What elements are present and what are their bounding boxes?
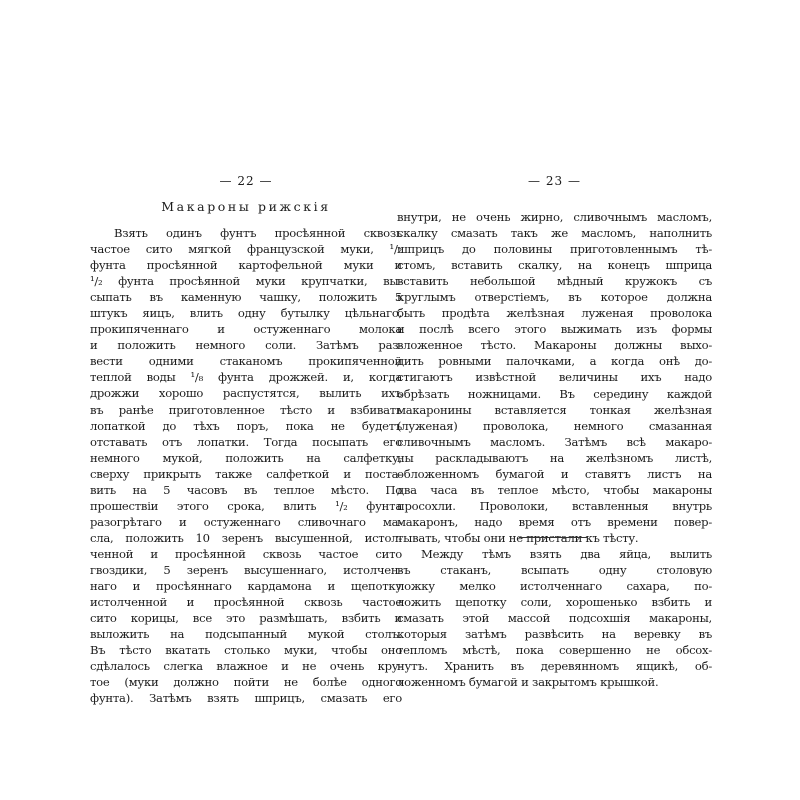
text-line: теплой воды ¹/₈ фунта дрожжей. и, когда (90, 370, 402, 385)
text-line: немного мукой, положить на салфетку, (90, 450, 402, 465)
text-line: (луженая) проволока, немного смазанная (397, 418, 712, 433)
text-line: сверху прикрыть также салфеткой и поста- (90, 466, 402, 481)
text-line: сдѣлалось слегка влажное и не очень кру- (90, 659, 402, 674)
text-line: вложенное тѣсто. Макароны должны выхо- (397, 338, 712, 353)
text-line: дрожжи хорошо распустятся, вылить ихъ (90, 386, 402, 401)
text-line: обрѣзать ножницами. Въ середину каждой (397, 386, 712, 401)
text-line: стомъ, вставить скалку, на конецъ шприца (397, 258, 712, 273)
text-line: ложенномъ бумагой и закрытомъ крышкой. (397, 675, 659, 690)
text-line: отставать отъ лопатки. Тогда посыпать его (90, 434, 402, 449)
text-line: сла, положить 10 зеренъ высушенной, истол- (90, 530, 402, 545)
text-line: ложку мелко истолченнаго сахара, по- (397, 579, 712, 594)
text-line: тывать, чтобы они не пристали къ тѣсту. (397, 530, 639, 545)
text-line: скалку смазать такъ же масломъ, наполнить (397, 226, 712, 241)
text-line: тепломъ мѣстѣ, пока совершенно не обсох- (397, 643, 712, 658)
text-line: смазать этой массой подсохшія макароны, (397, 611, 712, 626)
text-line: фунта просѣянной картофельной муки и (90, 258, 402, 273)
left-page-number: — 22 — (219, 174, 273, 188)
text-line: ложить щепотку соли, хорошенько взбить и (397, 595, 712, 610)
text-line: круглымъ отверстіемъ, въ которое должна (397, 290, 712, 305)
text-line: тое (муки должно пойти не болѣе одного (90, 675, 402, 690)
text-line: лопаткой до тѣхъ поръ, пока не будетъ (90, 418, 402, 433)
text-line: сливочнымъ масломъ. Затѣмъ всѣ макаро- (397, 434, 712, 449)
text-line: просохли. Проволоки, вставленныя внутрь (397, 498, 712, 513)
text-line: прошествіи этого срока, влить ¹/₂ фунта (90, 498, 402, 513)
text-line: обложенномъ бумагой и ставятъ листъ на (397, 466, 712, 481)
text-line: въ ранѣе приготовленное тѣсто и взбивать (90, 402, 402, 417)
text-line: и послѣ всего этого выжимать изъ формы (397, 322, 712, 337)
text-line: частое сито мягкой французской муки, ¹/₂ (90, 242, 402, 257)
text-line: въ стаканъ, всыпать одну столовую (397, 563, 712, 578)
text-line: прокипяченнаго и остуженнаго молока (90, 322, 402, 337)
text-line: ¹/₂ фунта просѣянной муки крупчатки, вы- (90, 274, 402, 289)
text-line: дить ровными палочками, а когда онѣ до- (397, 354, 712, 369)
text-line: быть продѣта желѣзная луженая проволока (397, 306, 712, 321)
right-page-number: — 23 — (528, 174, 581, 188)
text-line: макаронины вставляется тонкая желѣзная (397, 402, 712, 417)
text-line: разогрѣтаго и остуженнаго сливочнаго ма- (90, 514, 402, 529)
text-line: два часа въ теплое мѣсто, чтобы макароны (397, 482, 712, 497)
text-line: внутри, не очень жирно, сливочнымъ масломъ, (397, 210, 712, 224)
text-line: ны раскладываютъ на желѣзномъ листѣ, (397, 450, 712, 465)
text-line: Въ тѣсто вкатать столько муки, чтобы оно (90, 643, 402, 658)
text-line: нутъ. Хранить въ деревянномъ ящикѣ, об- (397, 659, 712, 674)
right-page-body (397, 209, 712, 690)
text-line: Взять одинъ фунтъ просѣянной сквозь (114, 226, 402, 240)
text-line: ченной и просѣянной сквозь частое сито (90, 546, 402, 561)
text-line: истолченной и просѣянной сквозь частое (90, 595, 402, 610)
text-line: и положить немного соли. Затѣмъ раз- (90, 338, 402, 353)
recipe-title: Макароны рижскія (161, 199, 331, 214)
text-line: стигаютъ извѣстной величины ихъ надо (397, 370, 712, 385)
text-line: макаронъ, надо время отъ времени повер- (397, 514, 712, 529)
end-rule-divider (519, 537, 587, 538)
text-line: вставить небольшой мѣдный кружокъ съ (397, 274, 712, 289)
text-line: вести одними стаканомъ прокипяченной (90, 354, 402, 369)
text-line: сыпать въ каменную чашку, положить 5 (90, 290, 402, 305)
text-line: выложить на подсыпанный мукой столъ. (90, 627, 402, 642)
text-line: штукъ яицъ, влить одну бутылку цѣльнаго, (90, 306, 402, 321)
text-line: вить на 5 часовъ въ теплое мѣсто. По (90, 482, 402, 497)
text-line: гвоздики, 5 зеренъ высушеннаго, истолчен- (90, 562, 402, 577)
text-line: фунта). Затѣмъ взять шприцъ, смазать его (90, 691, 402, 706)
left-page-body (90, 225, 402, 706)
text-line: шприцъ до половины приготовленнымъ тѣ- (397, 242, 712, 257)
text-line: Между тѣмъ взять два яйца, вылить (421, 546, 712, 561)
text-line: наго и просѣяннаго кардамона и щепотку (90, 579, 402, 594)
text-line: которыя затѣмъ развѣсить на веревку въ (397, 627, 712, 642)
text-line: сито корицы, все это размѣшать, взбить и (90, 611, 402, 626)
